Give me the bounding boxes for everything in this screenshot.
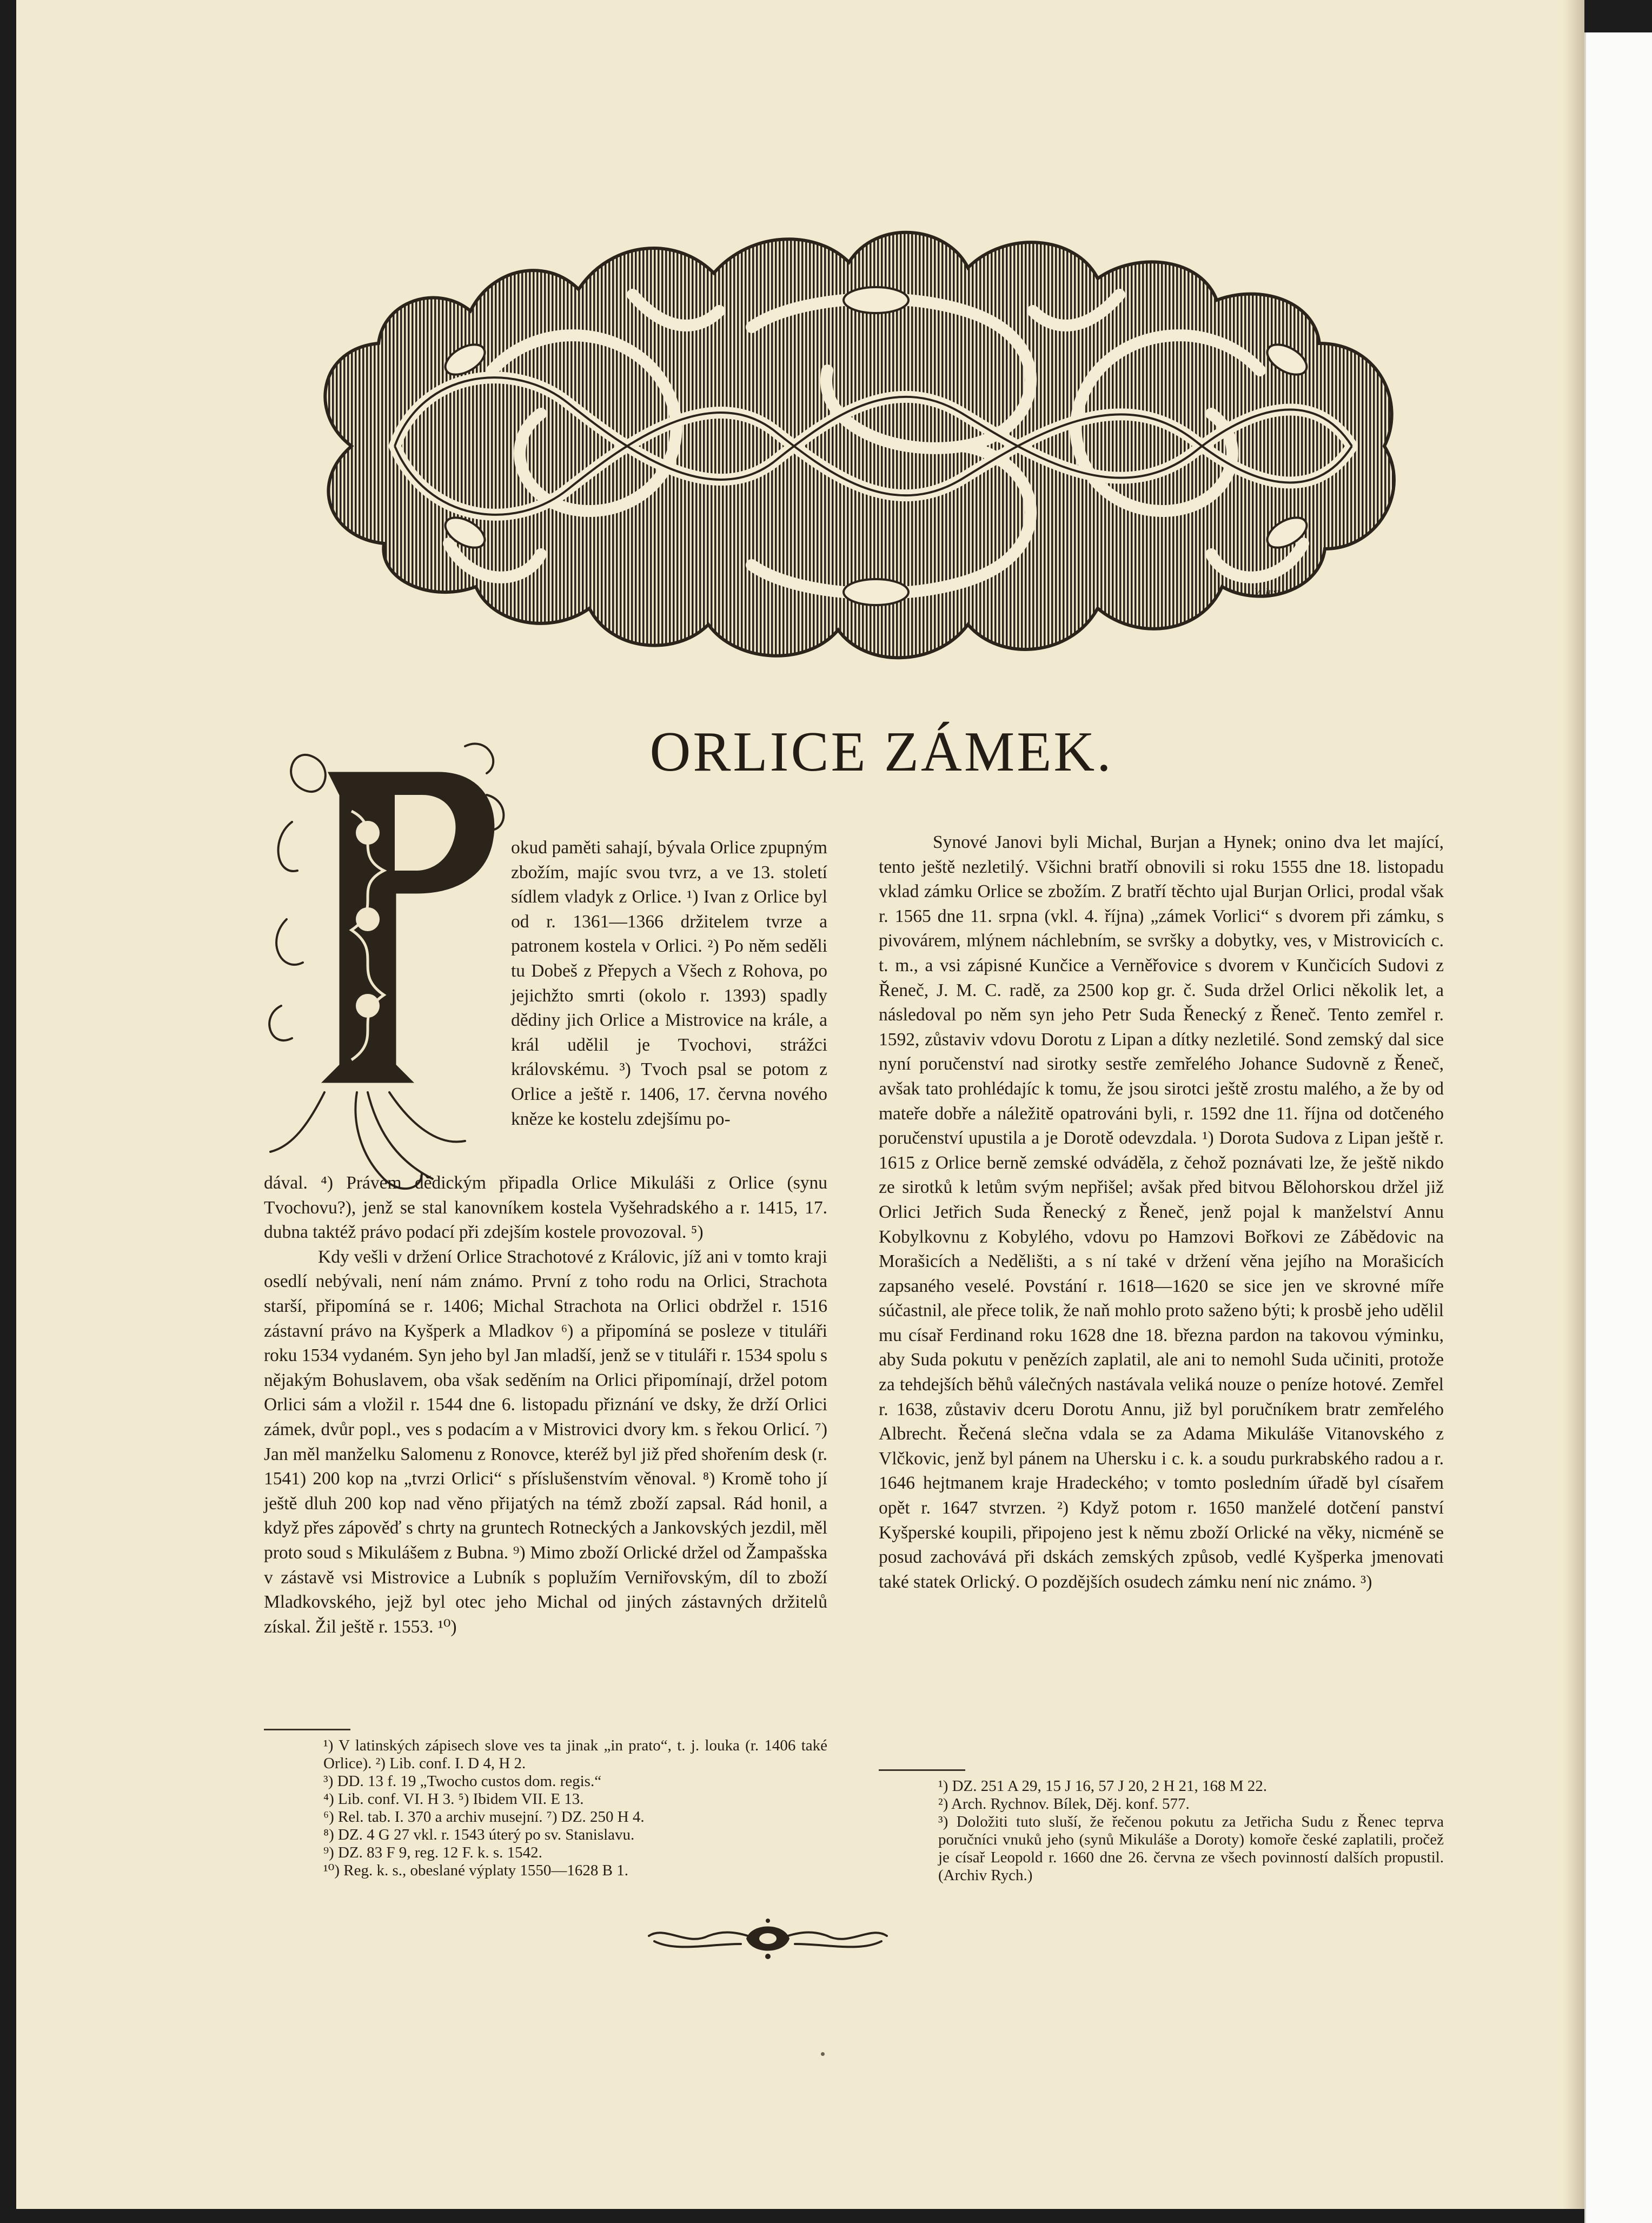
footnote: ¹) V latinských zápisech slove ves ta jinak „in prato“, t. j. louka (r. 1406 také Orlice). ²) Lib. conf. I. D 4, H 2. [323,1737,827,1772]
footnote-rule-right [879,1769,965,1771]
footnote: ⁶) Rel. tab. I. 370 a archiv musejní. ⁷) DZ. 250 H 4. [323,1808,645,1826]
footnotes-left [264,1737,827,1880]
header-ornament [287,208,1465,684]
tail-ornament [643,1914,892,1963]
engraver-signature: V. Just [1255,586,1280,597]
left-paragraph: dával. ⁴) Právem dědickým připadla Orlice Mikuláši z Orlice (synu Tvochovu?), jenž se stal kanovníkem kostela Vyšehradského a r. 1415, 17. dubna taktéž právo podací při zdejším kostele provozoval. ⁵) [264,1173,827,1243]
left-paragraph: Kdy vešli v držení Orlice Strachotové z Královic, jíž ani v tomto kraji osedlí nebývali, není nám známo. První z toho rodu na Orlici, Strachota starší, připomíná se r. 1406; Michal Strachota na Orlici obdržel r. 1516 zástavní právo na Kyšperk a Mladkov ⁶) a připomíná se posleze v tituláři roku 1534 vydaném. Syn jeho byl Jan mladší, jenž se v tituláři r. 1534 spolu s nějakým Bohuslavem, oba však seděním na Orlici připomínají, držel potom Orlici sám a vložil r. 1544 dne 6. listopadu přiznání ve dsky, že drží Orlici zámek, dvůr popl., ves s podacím a v Mistrovici dvory km. s řekou Orlicí. ⁷) Jan měl manželku Salomenu z Ronovce, kteréž byl již před shořením desk (r. 1541) 200 kop na „tvrzi Orlici“ s příslušenstvím věnoval. ⁸) Kromě toho jí ještě dluh 200 kop nad věno přijatých na témž zboží zapsal. Rád honil, a když přes zápověď s chrty na gruntech Rotneckých a Jankovských jezdil, měl proto soud s Mikulášem z Bubna. ⁹) Mimo zboží Orlické držel od Žampašska v zástavě vsi Mistrovice a Lubník s poplužím Verniřovským, díl to zboží Mladkovského, jejž byl otec jeho Michal od jiných zástavných držitelů získal. Žil ještě r. 1553. ¹⁰) [264,1246,827,1637]
footnote-rule-left [264,1729,350,1730]
footnote: ²) Arch. Rychnov. Bílek, Děj. konf. 577. [938,1795,1190,1813]
adjacent-page-edge [1584,32,1652,2223]
footnote: ⁴) Lib. conf. VI. H 3. ⁵) Ibidem VII. E 13. [323,1790,584,1808]
footnote: ¹) DZ. 251 A 29, 15 J 16, 57 J 20, 2 H 21, 168 M 22. [938,1777,1268,1795]
footnotes-right [879,1777,1444,1884]
intro-text: okud paměti sahají, bývala Orlice zpupným zbožím, majíc svou tvrz, a ve 13. století sídlem vladyk z Orlice. ¹) Ivan z Orlice byl od r. 1361—1366 držitelem tvrze a patronem kostela v Orlici. ²) Po něm seděli tu Dobeš z Přepych a Všech z Rohova, po jejichžto smrti (okolo r. 1393) spadly dědiny jich Orlice a Mistrovice na krále, a král udělil je Tvochovi, strážci královskému. ³) Tvoch psal se potom z Orlice a ještě r. 1406, 17. června nového kněze ke kostelu zdejšímu po- [511,838,827,1129]
intro-paragraph [511,835,827,1131]
footnote: ⁹) DZ. 83 F 9, reg. 12 F. k. s. 1542. [323,1844,542,1861]
page-title: ORLICE ZÁMEK. [649,720,1113,783]
right-paragraph: Synové Janovi byli Michal, Burjan a Hynek; onino dva let mající, tento ještě nezletilý. Všichni bratří obnovili si roku 1555 dne 18. listopadu vklad zámku Orlice se zbožím. Z bratří těchto ujal Burjan Orlici, prodal však r. 1565 dne 11. srpna (vkl. 4. října) „zámek Vorlici“ s dvorem při zámku, s pivovárem, mlýnem náchlebním, se svršky a dobytky, ves, v Mistrovicích c. t. m., a vsi zápisné Kunčice a Verněřovice s dvorem v Kunčicích Sudovi z Řeneč, J. M. C. radě, za 2500 kop gr. č. Suda držel Orlici několik let, a následoval po něm syn jeho Petr Suda Řenecký z Řeneč. Tento zemřel r. 1592, zůstaviv vdovu Dorotu z Lipan a dítky nezletilé. Sond zemský dal sice nyní poručenství nad sirotky sestře zemřelého Johance Sudovně z Řeneč, avšak tato prohlédajíc k tomu, že jsou sirotci ještě zrostu malého, a že by od mateře dobře a náležitě opatrováni byli, r. 1592 dne 11. října od dotčeného poručenství upustila a je Dorotě odevzdala. ¹) Dorota Sudova z Lipan ještě r. 1615 z Orlice berně zemské odváděla, z čehož poznávati lze, že ještě nikdo ze sirotků k letům svým nepřišel; avšak před bitvou Bělohorskou držel již Orlici Jetřich Suda Řenecký z Řeneč, jenž pojal k manželství Annu Kobylkovnu z Kobylého, vdovu po Hamzovi Bořkovi ze Zábědovic na Morašicích a Nedělišti, a s ní také v držení věna jejího na Morašicích zapsaného veselé. Povstání r. 1618—1620 se sice jen ve skrovné míře súčastnil, ale přece tolik, že naň mohlo proto saženo býti; k prosbě jeho udělil mu císař Ferdinand roku 1628 dne 18. března pardon na takovou výminku, aby Suda pokutu v penězích zaplatil, ale ani to nemohl Suda učiniti, protože za tehdejších běhů válečných nastávala veliká nouze o peníze hotové. Zemřel r. 1638, zůstaviv dceru Dorotu Annu, již byl poručníkem bratr zemřelého Albrecht. Řečená slečna vdala se za Adama Mikuláše Vitanovského z Vlčkovic, jenž byl pánem na Uhersku i c. k. a soudu purkrabského radou a r. 1646 hejtmanem kraje Hradeckého; v tomto posledním úřadě byl císařem opět r. 1647 stvrzen. ²) Když potom r. 1650 manželé dotčení panství Kyšperské koupili, připojeno jest k němu zboží Orlické na věky, nicméně se posud zachovává při dskách zemských způsob, vedlé Kyšperka jmenovati také statek Orlický. O pozdějších osudech zámku není nic známo. ³) [879,832,1444,1592]
footnote: ¹⁰) Reg. k. s., obeslané výplaty 1550—1628 B 1. [323,1862,629,1879]
left-column [264,1171,827,1639]
stray-mark [821,2052,825,2056]
drop-cap-ornament [260,714,519,1227]
right-column [879,830,1444,1594]
footnote: ³) Doložiti tuto sluší, že řečenou pokutu za Jetřicha Sudu z Řenec teprva poručníci vnuků jeho (synů Mikuláše a Doroty) komoře české zaplatili, pročež je císař Leopold r. 1660 dne 26. června ze všech povinností dalších propustil. (Archiv Rych.) [938,1813,1444,1884]
footnote: ⁸) DZ. 4 G 27 vkl. r. 1543 úterý po sv. Stanislavu. [323,1826,635,1843]
page-edge-shadow [1563,0,1584,2209]
footnote: ³) DD. 13 f. 19 „Twocho custos dom. regis.“ [323,1773,602,1790]
